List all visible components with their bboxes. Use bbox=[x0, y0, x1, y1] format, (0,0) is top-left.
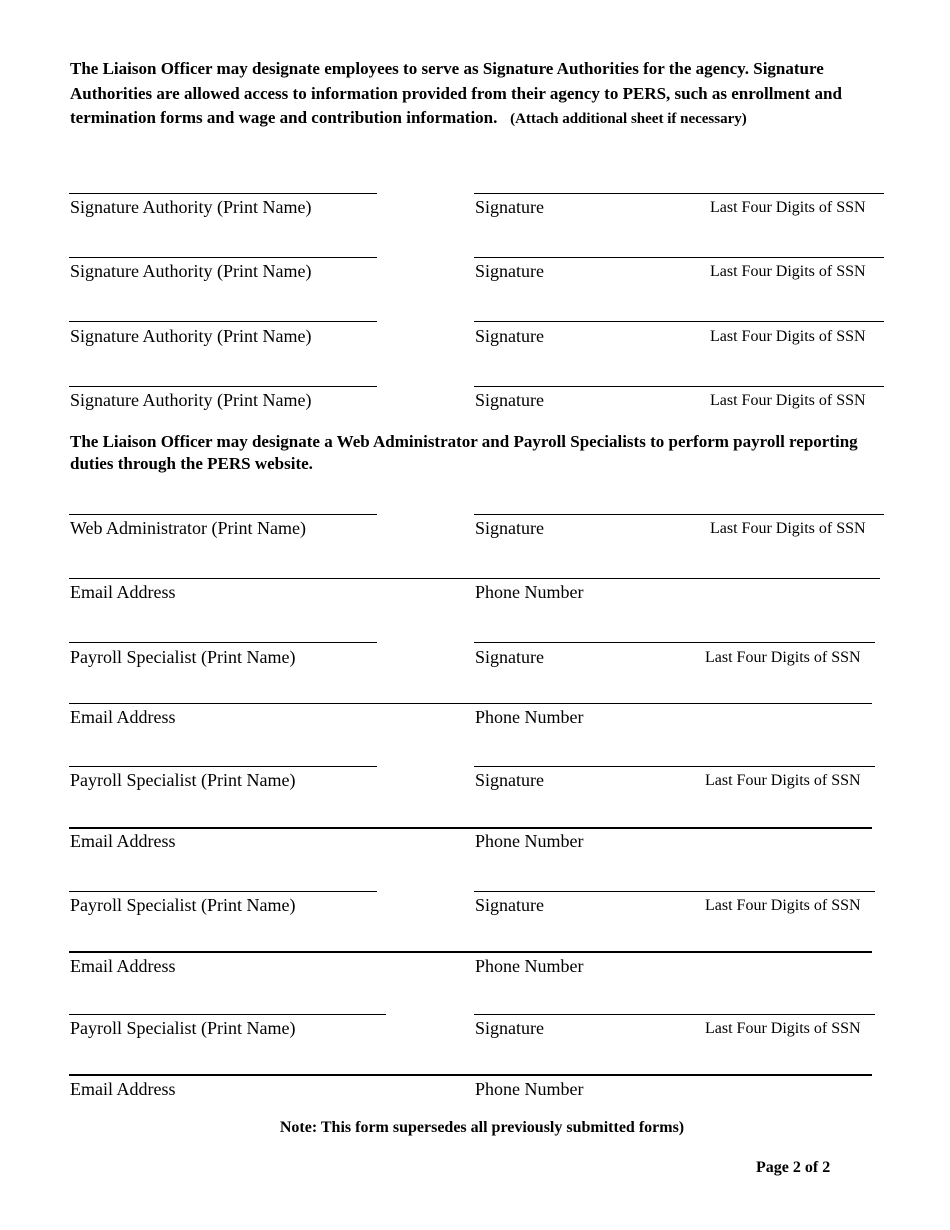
sa-4-signature-line[interactable] bbox=[474, 386, 884, 387]
ps-2-ssn-label: Last Four Digits of SSN bbox=[705, 772, 861, 789]
ps-2-phone-label: Phone Number bbox=[475, 831, 584, 851]
ps-2-email-phone-line[interactable] bbox=[69, 827, 872, 829]
ps-3-name-line[interactable] bbox=[69, 891, 377, 892]
sa-4-name-line[interactable] bbox=[69, 386, 377, 387]
web-admin-email-phone-line[interactable] bbox=[69, 578, 880, 579]
ps-1-name-line[interactable] bbox=[69, 642, 377, 643]
supersedes-note: Note: This form supersedes all previously submitted forms) bbox=[279, 1119, 685, 1136]
ps-4-phone-label: Phone Number bbox=[475, 1079, 584, 1099]
web-admin-signature-line[interactable] bbox=[474, 514, 884, 515]
ps-3-email-label: Email Address bbox=[70, 956, 176, 976]
sa-2-name-line[interactable] bbox=[69, 257, 377, 258]
sa-4-name-label: Signature Authority (Print Name) bbox=[70, 390, 312, 410]
ps-2-email-label: Email Address bbox=[70, 831, 176, 851]
sa-3-signature-line[interactable] bbox=[474, 321, 884, 322]
signature-authority-instructions bbox=[70, 57, 882, 132]
web-admin-name-line[interactable] bbox=[69, 514, 377, 515]
ps-2-name-line[interactable] bbox=[69, 766, 377, 767]
ps-1-ssn-label: Last Four Digits of SSN bbox=[705, 649, 861, 666]
sa-2-ssn-label: Last Four Digits of SSN bbox=[710, 263, 866, 280]
ps-3-signature-label: Signature bbox=[475, 895, 544, 915]
sa-2-signature-line[interactable] bbox=[474, 257, 884, 258]
ps-2-signature-line[interactable] bbox=[474, 766, 875, 767]
sa-1-name-line[interactable] bbox=[69, 193, 377, 194]
ps-4-email-label: Email Address bbox=[70, 1079, 176, 1099]
web-admin-email-label: Email Address bbox=[70, 582, 176, 602]
sa-4-signature-label: Signature bbox=[475, 390, 544, 410]
sa-4-ssn-label: Last Four Digits of SSN bbox=[710, 392, 866, 409]
ps-1-email-phone-line[interactable] bbox=[69, 703, 872, 704]
sa-2-signature-label: Signature bbox=[475, 261, 544, 281]
ps-3-signature-line[interactable] bbox=[474, 891, 875, 892]
sa-1-name-label: Signature Authority (Print Name) bbox=[70, 197, 312, 217]
ps-4-signature-line[interactable] bbox=[474, 1014, 875, 1015]
ps-1-signature-label: Signature bbox=[475, 647, 544, 667]
sa-3-ssn-label: Last Four Digits of SSN bbox=[710, 328, 866, 345]
ps-1-signature-line[interactable] bbox=[474, 642, 875, 643]
web-admin-signature-label: Signature bbox=[475, 518, 544, 538]
sa-1-signature-label: Signature bbox=[475, 197, 544, 217]
web-admin-instructions: The Liaison Officer may designate a Web Administrator and Payroll Specialists to perform payroll reporting duties through the PERS website. bbox=[70, 432, 858, 473]
web-admin-name-label: Web Administrator (Print Name) bbox=[70, 518, 307, 538]
sa-2-name-label: Signature Authority (Print Name) bbox=[70, 261, 312, 281]
sa-3-signature-label: Signature bbox=[475, 326, 544, 346]
page-number: Page 2 of 2 bbox=[756, 1159, 831, 1176]
ps-3-ssn-label: Last Four Digits of SSN bbox=[705, 897, 861, 914]
ps-2-name-label: Payroll Specialist (Print Name) bbox=[70, 770, 296, 790]
ps-1-email-label: Email Address bbox=[70, 707, 176, 727]
ps-4-name-label: Payroll Specialist (Print Name) bbox=[70, 1018, 296, 1038]
sa-1-ssn-label: Last Four Digits of SSN bbox=[710, 199, 866, 216]
sa-3-name-line[interactable] bbox=[69, 321, 377, 322]
ps-3-name-label: Payroll Specialist (Print Name) bbox=[70, 895, 296, 915]
ps-2-signature-label: Signature bbox=[475, 770, 544, 790]
ps-3-phone-label: Phone Number bbox=[475, 956, 584, 976]
web-admin-ssn-label: Last Four Digits of SSN bbox=[710, 520, 866, 537]
ps-3-email-phone-line[interactable] bbox=[69, 951, 872, 953]
ps-4-email-phone-line[interactable] bbox=[69, 1074, 872, 1076]
ps-1-phone-label: Phone Number bbox=[475, 707, 584, 727]
instructions-text: The Liaison Officer may designate employees to serve as Signature Authorities for the agency. Signature Authorities are allowed access to information provided from their agency to PERS, such as enrollment and termination forms and wage and contribution information. bbox=[70, 59, 842, 127]
ps-4-signature-label: Signature bbox=[475, 1018, 544, 1038]
ps-4-name-line[interactable] bbox=[69, 1014, 386, 1015]
web-admin-phone-label: Phone Number bbox=[475, 582, 584, 602]
ps-1-name-label: Payroll Specialist (Print Name) bbox=[70, 647, 296, 667]
attach-sheet-note: (Attach additional sheet if necessary) bbox=[510, 111, 747, 127]
sa-1-signature-line[interactable] bbox=[474, 193, 884, 194]
sa-3-name-label: Signature Authority (Print Name) bbox=[70, 326, 312, 346]
ps-4-ssn-label: Last Four Digits of SSN bbox=[705, 1020, 861, 1037]
